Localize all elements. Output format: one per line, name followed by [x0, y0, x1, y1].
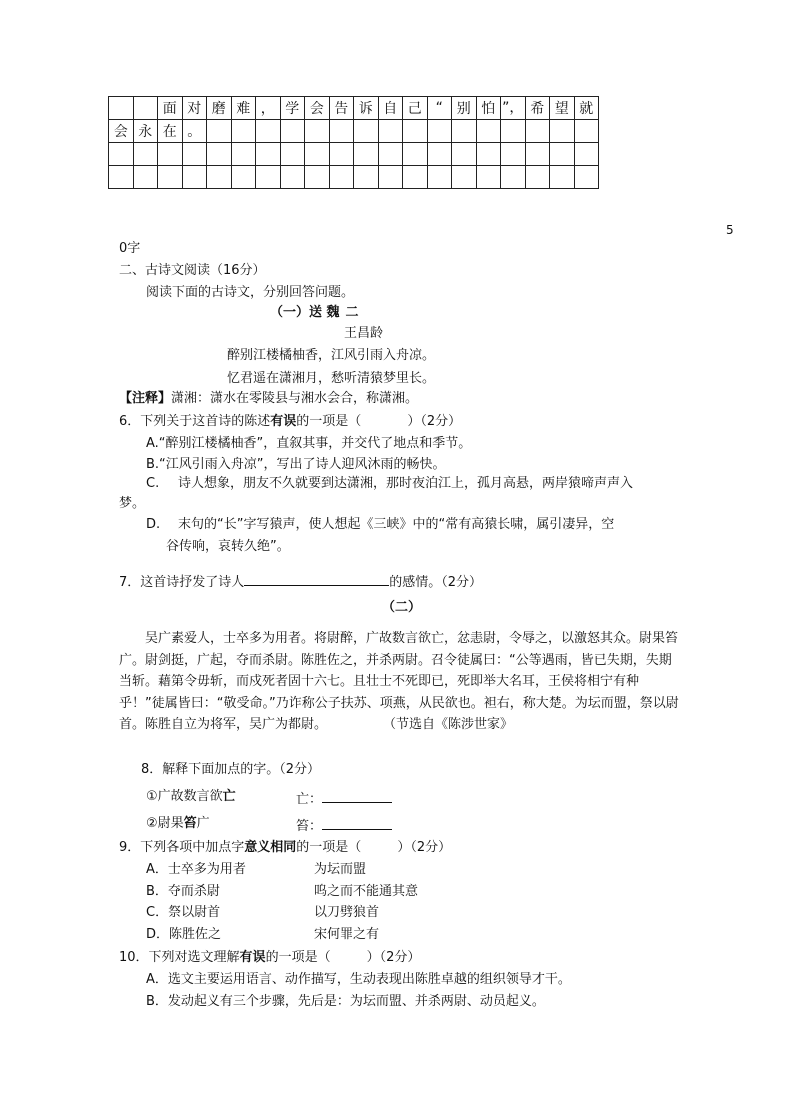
grid-cell[interactable]	[231, 166, 256, 189]
q9-option-b: B．夺而杀尉	[146, 884, 220, 899]
grid-cell[interactable]	[574, 143, 599, 166]
item-text: ②尉果	[146, 816, 184, 831]
grid-cell[interactable]: 希	[525, 97, 550, 120]
question-8-stem: 8．解释下面加点的字。（2分）	[141, 762, 321, 777]
grid-row	[109, 143, 599, 166]
grid-cell[interactable]	[550, 166, 575, 189]
grid-cell[interactable]	[550, 143, 575, 166]
grid-cell[interactable]	[305, 143, 330, 166]
grid-cell[interactable]	[378, 166, 403, 189]
grid-cell[interactable]	[427, 120, 452, 143]
grid-cell[interactable]: 己	[403, 97, 428, 120]
q9-option-b-pair: 呜之而不能通其意	[314, 884, 419, 899]
q8-item-2	[146, 817, 210, 830]
grid-cell[interactable]: 自	[378, 97, 403, 120]
grid-cell[interactable]: 难	[231, 97, 256, 120]
q8-answer-2	[296, 817, 392, 833]
grid-cell[interactable]: 告	[329, 97, 354, 120]
grid-cell[interactable]	[207, 166, 232, 189]
grid-row	[109, 120, 599, 143]
answer-label: 亡：	[296, 792, 323, 807]
grid-cell[interactable]: ”，	[501, 97, 526, 120]
stem-text: 7．这首诗抒发了诗人	[119, 575, 245, 590]
grid-cell[interactable]	[256, 120, 281, 143]
stem-text: ）（2分）	[407, 414, 462, 429]
grid-cell[interactable]: 会	[305, 97, 330, 120]
grid-cell[interactable]	[452, 120, 477, 143]
grid-cell[interactable]: 面	[158, 97, 183, 120]
stem-text: 10．下列对选文理解	[119, 950, 240, 965]
grid-cell[interactable]	[452, 143, 477, 166]
grid-cell[interactable]: 别	[452, 97, 477, 120]
grid-cell[interactable]: 望	[550, 97, 575, 120]
grid-cell[interactable]	[231, 120, 256, 143]
stem-text: 的感情。（2分）	[389, 575, 483, 590]
grid-cell[interactable]	[256, 166, 281, 189]
grid-cell[interactable]	[207, 143, 232, 166]
grid-cell[interactable]	[329, 120, 354, 143]
grid-cell[interactable]	[427, 166, 452, 189]
option-a: A.“醉别江楼橘柚香”，直叙其事，并交代了地点和季节。	[146, 436, 472, 451]
note-text: 潇湘：潇水在零陵县与湘水会合，称潇湘。	[171, 391, 419, 406]
grid-cell[interactable]	[207, 120, 232, 143]
option-b: B.“江风引雨入舟凉”，写出了诗人迎风沐雨的畅快。	[146, 457, 446, 472]
grid-cell[interactable]: 。	[182, 120, 207, 143]
q9-option-a: A．士卒多为用者	[146, 862, 246, 877]
grid-cell[interactable]: 诉	[354, 97, 379, 120]
grid-cell[interactable]	[403, 143, 428, 166]
grid-cell[interactable]: 永	[133, 120, 158, 143]
answer-line[interactable]	[322, 790, 392, 803]
q9-option-c: C．祭以尉首	[146, 905, 221, 920]
passage-text	[119, 628, 679, 736]
poem-line: 忆君遥在潇湘月，愁听清猿梦里长。	[227, 371, 436, 386]
grid-cell[interactable]	[574, 120, 599, 143]
grid-cell[interactable]	[501, 143, 526, 166]
q8-item-1	[146, 790, 236, 803]
grid-cell[interactable]	[476, 143, 501, 166]
grid-cell[interactable]: 学	[280, 97, 305, 120]
poem-author: 王昌龄	[344, 326, 384, 341]
grid-cell[interactable]	[378, 120, 403, 143]
option-d: 末句的“长”字写猿声，使人想起《三峡》中的“常有高猿长啸，属引凄异，空	[178, 517, 615, 532]
stem-emphasis: 有误	[239, 950, 266, 965]
q9-option-c-pair: 以刀劈狼首	[314, 905, 380, 920]
stem-text: 6．下列关于这首诗的陈述	[119, 414, 271, 429]
answer-line[interactable]	[244, 573, 389, 586]
item-text: 广	[196, 816, 210, 831]
grid-cell[interactable]	[501, 120, 526, 143]
grid-cell[interactable]	[109, 97, 134, 120]
grid-cell[interactable]: 对	[182, 97, 207, 120]
grid-cell[interactable]	[305, 120, 330, 143]
grid-cell[interactable]	[280, 143, 305, 166]
stem-emphasis: 有误	[270, 414, 297, 429]
option-c-label: C.	[146, 476, 160, 491]
grid-cell[interactable]	[329, 166, 354, 189]
grid-cell[interactable]: 磨	[207, 97, 232, 120]
grid-cell[interactable]	[133, 143, 158, 166]
grid-cell[interactable]	[305, 166, 330, 189]
note-label: 【注释】	[119, 391, 172, 406]
q9-option-d: D．陈胜佐之	[146, 927, 222, 942]
grid-cell[interactable]	[403, 166, 428, 189]
grid-cell[interactable]: 在	[158, 120, 183, 143]
grid-cell[interactable]	[109, 143, 134, 166]
grid-cell[interactable]	[354, 166, 379, 189]
q9-option-d-pair: 宋何罪之有	[314, 927, 380, 942]
dotted-char: 笞	[183, 816, 197, 831]
stem-text: ）（2分）	[366, 950, 421, 965]
grid-cell[interactable]	[378, 143, 403, 166]
grid-cell[interactable]	[525, 166, 550, 189]
grid-cell[interactable]	[182, 166, 207, 189]
grid-cell[interactable]: 怕	[476, 97, 501, 120]
stem-text: ）（2分）	[397, 840, 452, 855]
grid-cell[interactable]	[354, 143, 379, 166]
grid-cell[interactable]	[329, 143, 354, 166]
stem-text: 的一项是（	[296, 840, 362, 855]
grid-row	[109, 166, 599, 189]
stem-text: 9．下列各项中加点字	[119, 840, 245, 855]
grid-cell[interactable]	[525, 143, 550, 166]
passage-body: 吴广素爱人，士卒多为用者。将尉醉，广故数言欲亡，忿恚尉，令辱之，以激怒其众。尉果笞广。尉剑挺，广起，夺而杀尉。陈胜佐之，并杀两尉。召令徒属曰：“公等遇雨，皆已失期，失期当斩。藉第令毋斩，而戍死者固十六七。且壮士不死即已，死即举大名耳，王侯将相宁有种乎！”徒属皆曰：“敬受命。”乃诈称公子扶苏、项燕，从民欲也。袒右，称大楚。为坛而盟，祭以尉首。陈胜自立为将军，吴广为都尉。	[119, 631, 679, 732]
grid-cell[interactable]	[158, 143, 183, 166]
grid-cell[interactable]	[231, 143, 256, 166]
stem-emphasis: 意义相同	[244, 840, 297, 855]
q9-option-a-pair: 为坛而盟	[314, 862, 367, 877]
option-d-cont: 谷传响，哀转久绝”。	[166, 539, 290, 554]
grid-cell[interactable]	[182, 143, 207, 166]
grid-cell[interactable]: 会	[109, 120, 134, 143]
passage-title: （二）	[382, 600, 422, 615]
grid-cell[interactable]	[133, 166, 158, 189]
answer-line[interactable]	[322, 817, 392, 830]
poem-title-prefix: （一）送	[270, 305, 323, 320]
grid-cell[interactable]	[280, 120, 305, 143]
item-text: ①广故数言欲	[146, 789, 223, 804]
section-instruction: 阅读下面的古诗文，分别回答问题。	[146, 285, 355, 300]
poem-line: 醉别江楼橘柚香，江风引雨入舟凉。	[227, 348, 436, 363]
question-7-stem	[119, 573, 482, 589]
grid-cell[interactable]	[476, 120, 501, 143]
dotted-char: 亡	[222, 789, 236, 804]
grid-cell[interactable]	[501, 166, 526, 189]
page-number: 5	[726, 223, 734, 237]
grid-cell[interactable]: ，	[256, 97, 281, 120]
q10-option-a: A．选文主要运用语言、动作描写，生动表现出陈胜卓越的组织领导才干。	[146, 972, 571, 987]
poem-title	[270, 306, 365, 319]
grid-cell[interactable]	[550, 120, 575, 143]
option-d-label: D.	[146, 517, 161, 532]
grid-cell[interactable]	[280, 166, 305, 189]
passage-source: （节选自《陈涉世家》	[383, 717, 514, 732]
grid-cell[interactable]	[256, 143, 281, 166]
grid-cell[interactable]	[133, 97, 158, 120]
word-count: 0字	[119, 241, 141, 256]
question-6-stem	[119, 415, 461, 428]
question-9-stem	[119, 841, 451, 854]
grid-cell[interactable]: “	[427, 97, 452, 120]
grid-cell[interactable]	[525, 120, 550, 143]
grid-cell[interactable]	[452, 166, 477, 189]
grid-cell[interactable]: 就	[574, 97, 599, 120]
grid-cell[interactable]	[403, 120, 428, 143]
poem-title-name: 魏二	[326, 305, 365, 320]
stem-text: 的一项是（	[296, 414, 362, 429]
poem-note	[119, 392, 418, 405]
option-c: 诗人想象，朋友不久就要到达潇湘，那时夜泊江上，孤月高悬，两岸猿啼声声入	[178, 476, 634, 491]
composition-grid	[108, 96, 599, 189]
q8-answer-1	[296, 790, 392, 806]
q10-option-b: B．发动起义有三个步骤，先后是：为坛而盟、并杀两尉、动员起义。	[146, 994, 545, 1009]
grid-cell[interactable]	[476, 166, 501, 189]
section-heading: 二、古诗文阅读（16分）	[119, 263, 266, 278]
option-c-cont: 梦。	[119, 496, 146, 511]
grid-cell[interactable]	[427, 143, 452, 166]
grid-cell[interactable]	[109, 166, 134, 189]
grid-row	[109, 97, 599, 120]
answer-label: 笞：	[296, 819, 323, 834]
grid-cell[interactable]	[158, 166, 183, 189]
grid-cell[interactable]	[574, 166, 599, 189]
grid-cell[interactable]	[354, 120, 379, 143]
stem-text: 的一项是（	[265, 950, 331, 965]
question-10-stem	[119, 951, 420, 964]
